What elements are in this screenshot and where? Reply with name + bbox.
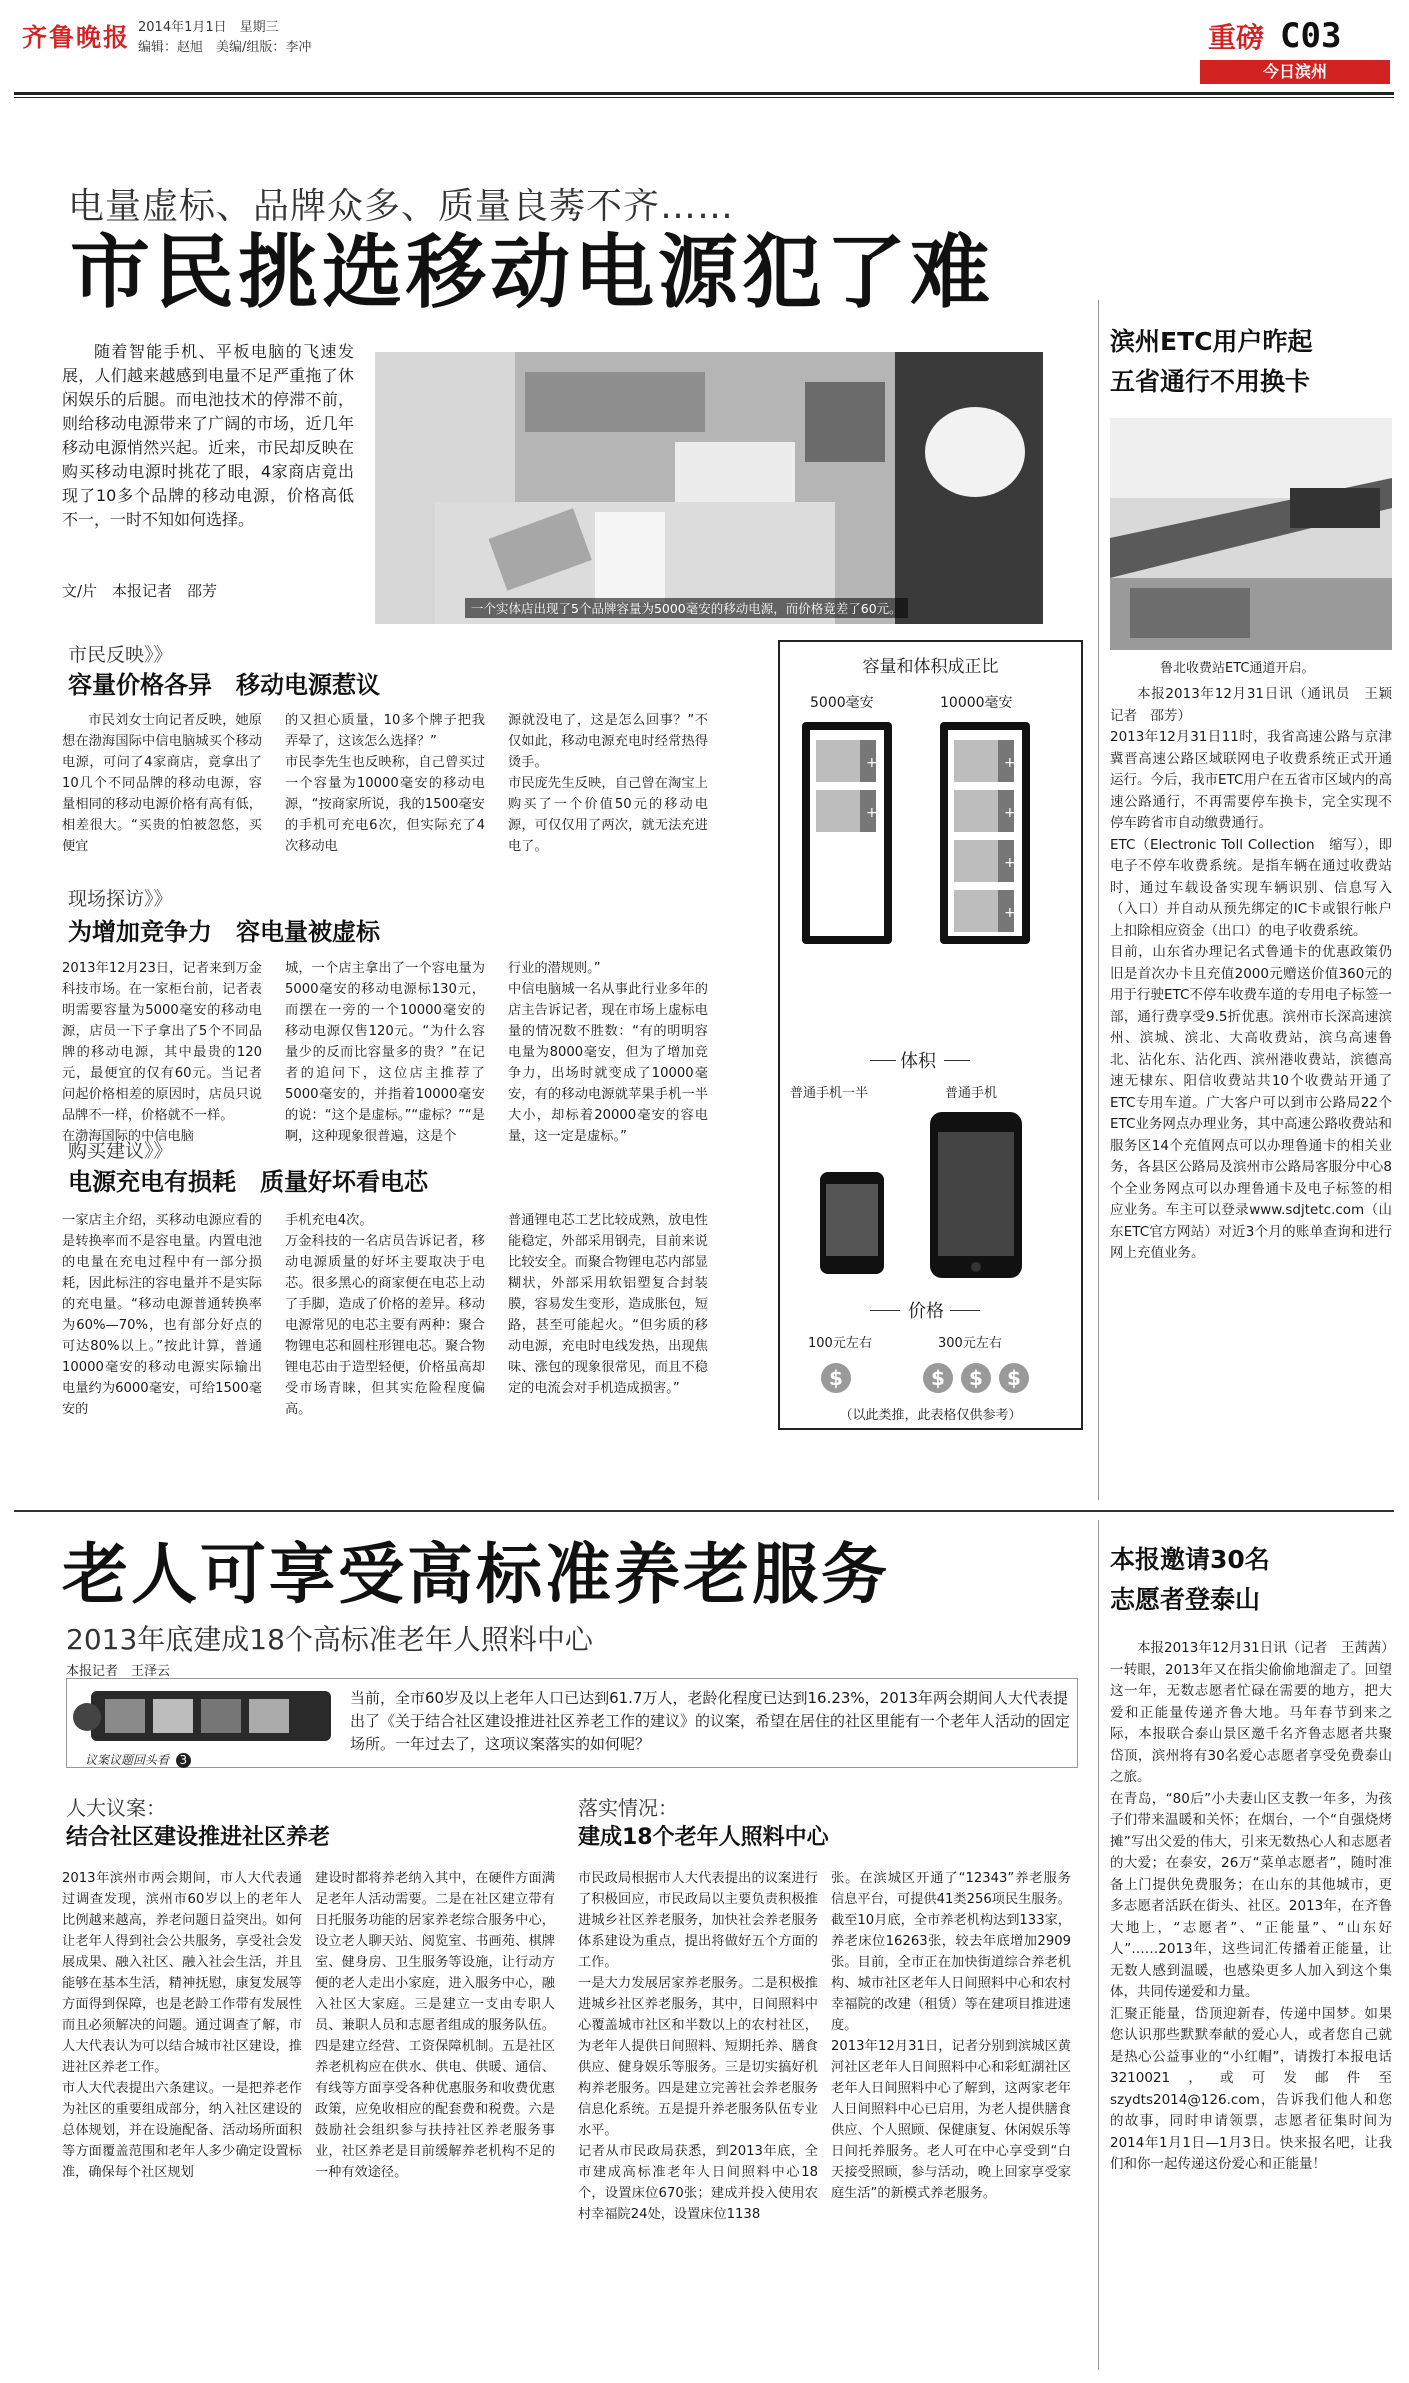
elder-left-label: 人大议案： bbox=[66, 1796, 166, 1820]
volunteer-headline-1: 本报邀请30名 bbox=[1110, 1545, 1270, 1574]
sec1-col1: 市民刘女士向记者反映，她原想在渤海国际中信电脑城买个移动电源，可问了4家商店，竟拿出了10几个不同品牌的移动电源，容量相同的移动电源价格有高有低，相差很大。“买贵的怕被忽悠，买便宜 bbox=[62, 713, 262, 854]
battery-cell bbox=[816, 790, 878, 832]
volunteer-byline: 本报2013年12月31日讯（记者 王茜茜） bbox=[1137, 1640, 1395, 1656]
elder-right-col1: 市民政局根据市人大代表提出的议案进行了积极回应，市民政局以主要负责积极推进城乡社区养老服务，加快社会养老服务体系建设为重点，提出将做好五个方面的工作。 一是大力发展居家养老服务。二是积极推进城乡社区养老服务，其中，日间照料中心覆盖城市社区和半数以上的农村社区，为老年人提供日间照料、短期托养、膳食供应、健身娱乐等服务。三是切实搞好机构养老服务。四是建立完善社会养老服务信息化系统。五是提升养老服务队伍专业水平。 记者从市民政局获悉，到2013年底，全市建成高标准老年人日间照料中心18个，设置床位670张；建成并投入使用农村幸福院24处，设置床位1138 bbox=[578, 1871, 818, 2222]
battery-cell bbox=[954, 840, 1016, 882]
sec2-label: 现场探访》》 bbox=[68, 888, 173, 910]
divider bbox=[950, 1310, 980, 1311]
sec2-col2: 城，一个店主拿出了一个容电量为5000毫安的移动电源标130元，而摆在一旁的一个10000毫安的移动电源仅售120元。“为什么容量少的反而比容量多的贵？”在记者的追问下，这位店主推荐了5000毫安的，并指着10000毫安的说：“这个是虚标。”“虚标？”“是啊，这种现象很普遍，这是个 bbox=[285, 961, 485, 1144]
sec3-col1: 一家店主介绍，买移动电源应看的是转换率而不是容电量。内置电池的电量在充电过程中有一部分损耗，因此标注的容电量并不是实际的充电量。“移动电源普通转换率为60%—70%，也有部分好点的可达80%以上。”按此计算，普通10000毫安的移动电源实际输出电量约为6000毫安，可给1500毫安的 bbox=[62, 1213, 262, 1417]
svg-text:+: + bbox=[866, 755, 878, 771]
lead-byline: 文/片 本报记者 邵芳 bbox=[62, 582, 218, 600]
elder-right-label: 落实情况： bbox=[578, 1796, 678, 1820]
capacity-label-10000: 10000毫安 bbox=[940, 695, 1013, 711]
sec2-col1: 2013年12月23日，记者来到万金科技市场。在一家柜台前，记者表明需要容量为5000毫安的移动电源，店员一下子拿出了5个不同品牌的移动电源，其中最贵的120元，最便宜的仅有60元。当记者问起价格相差的原因时，店员只说品牌不一样，价格就不一样。 在渤海国际的中信电脑 bbox=[62, 961, 262, 1144]
half-phone-label: 普通手机一半 bbox=[790, 1086, 869, 1101]
svg-text:+: + bbox=[866, 805, 878, 821]
editors: 编辑：赵旭 美编/组版：李冲 bbox=[138, 40, 312, 55]
elder-subhead: 2013年底建成18个高标准老年人照料中心 bbox=[66, 1623, 593, 1656]
lead-photo-caption: 一个实体店出现了5个品牌容量为5000毫安的移动电源，而价格竟差了60元。 bbox=[465, 598, 908, 618]
price-100-label: 100元左右 bbox=[808, 1336, 872, 1351]
series-tag-text: 议案议题回头看 bbox=[85, 1753, 170, 1767]
divider bbox=[944, 1060, 970, 1061]
etc-headline-1: 滨州ETC用户昨起 bbox=[1110, 327, 1313, 356]
volunteer-body bbox=[1110, 1638, 1395, 2176]
sec1-label: 市民反映》》 bbox=[68, 644, 173, 666]
toll-station-scene bbox=[1110, 418, 1392, 650]
sec3-col3: 普通锂电芯工艺比较成熟，放电性能稳定，外部采用钢壳，目前来说比较安全。而聚合物锂电芯内部显糊状，外部采用软铝塑复合封装膜，容易发生变形，造成胀包，短路，甚至可能起火。“但劣质的移动电源，充电时电线发热，出现焦味、涨包的现象很常见，而且不稳定的电流会对手机造成损害。” bbox=[508, 1213, 708, 1396]
sec3-title: 电源充电有损耗 质量好坏看电芯 bbox=[68, 1168, 428, 1196]
etc-text: 2013年12月31日11时，我省高速公路与京津冀晋高速公路区域联网电子收费系统正式开通运行。今后，我市ETC用户在五省市区域内的高速公路通行，不再需要停车换卡，完全实现不停车跨省市自动缴费通行。 ETC（Electronic Toll Collection 缩写），即电子不停车收费系统。是指车辆在通过收费站时，通过车载设备实现车辆识别、信息写入（入口）并自动从预先绑定的IC卡或银行帐户上扣除相应资金（出口）的电子收费系统。 目前，山东省办理记名式鲁通卡的优惠政策仍旧是首次办卡且充值2000元赠送价值360元的用于行驶ETC不停车收费车道的专用电子标签一部，通行费享受9.5折优惠。滨州市长深高速滨州、滨城、滨北、大高收费站，滨乌高速鲁北、沾化东、沾化西、滨州港收费站，滨德高速无棣东、阳信收费站共10个收费站开通了ETC专用车道。广大客户可以到市公路局22个ETC业务网点办理业务，其中高速公路收费站和服务区14个充值网点可以办理鲁通卡的相关业务，各县区公路局及滨州市公路局客服分中心8个全业务网点可以办理鲁通卡及电子标签的相应业务。车主可以登录www.sdjtetc.com（山东ETC官方网站）对近3个月的账单查询和进行网上充值业务。 bbox=[1110, 729, 1392, 1261]
svg-text:$: $ bbox=[829, 1366, 843, 1390]
infographic-title: 容量和体积成正比 bbox=[862, 657, 999, 677]
page-tab bbox=[1208, 16, 1341, 56]
photo-scene bbox=[375, 352, 1043, 624]
svg-text:$: $ bbox=[931, 1366, 945, 1390]
sec3-col2: 手机充电4次。 万金科技的一名店员告诉记者，移动电源质量的好坏主要取决于电芯。很多黑心的商家便在电芯上动了手脚，造成了价格的差异。移动电源常见的电芯主要有两种：聚合物锂电芯和圆柱形锂电芯。聚合物锂电芯由于造型轻便，价格虽高却受市场青睐，但其实危险程度偏高。 bbox=[285, 1213, 485, 1417]
sec3-label: 购买建议》》 bbox=[68, 1140, 173, 1162]
lead-photo bbox=[375, 352, 1043, 624]
smartphone-icon bbox=[930, 1112, 1022, 1278]
capacity-label-5000: 5000毫安 bbox=[810, 695, 874, 711]
money-bag-icon bbox=[923, 1363, 953, 1393]
elder-left-col1: 2013年滨州市两会期间，市人大代表通过调查发现，滨州市60岁以上的老年人比例越来越高，养老问题日益突出。如何让老年人得到社会公共服务，享受社会发展成果、融入社区、融入社会生活，并且能够在基本生活，精神抚慰，康复发展等方面得到保障，也是老龄工作带有发展性而且必须解决的问题。通过调查了解，市人大代表认为可以结合城市社区建设，推进社区养老工作。 市人大代表提出六条建议。一是把养老作为社区的重要组成部分，纳入社区建设的总体规划，并在设施配备、活动场所面积等方面覆盖范围和老年人多少确定设置标准，确保每个社区规划 bbox=[62, 1871, 302, 2180]
battery-cell bbox=[954, 790, 1016, 832]
svg-text:+: + bbox=[1004, 855, 1016, 871]
half-phone-icon bbox=[820, 1172, 884, 1274]
elder-left-col2: 建设时都将养老纳入其中，在硬件方面满足老年人活动需要。二是在社区建立带有日托服务功能的居家养老综合服务中心，设立老人聊天站、阅览室、书画苑、棋牌室、健身房、卫生服务等设施，让行动方便的老人走出小家庭，进入服务中心，融入社区大家庭。三是建立一支由专职人员、兼职人员和志愿者组成的服务队伍。四是建立经营、工资保障机制。五是社区养老机构应在供水、供电、供暖、通信、有线等方面享受各种优惠服务和收费优惠政策，应免收相应的配套费和税费。六是鼓励社会组织参与扶持社区养老服务事业，社区养老是目前缓解养老机构不足的一种有效途径。 bbox=[315, 1871, 555, 2180]
lead-intro: 随着智能手机、平板电脑的飞速发展，人们越来越感到电量不足严重拖了休闲娱乐的后腿。而电池技术的停滞不前，则给移动电源带来了广阔的市场，近几年移动电源悄然兴起。近来，市民却反映在购买移动电源时挑花了眼，4家商店竟出现了10多个品牌的移动电源，价格高低不一，一时不知如何选择。 bbox=[62, 342, 354, 529]
battery-graphic bbox=[780, 712, 1081, 952]
elder-right-col2: 张。在滨城区开通了“12343”养老服务信息平台，可提供41类256项民生服务。截至10月底，全市养老机构达到133家，养老床位16263张，较去年底增加2909张。目前，全市正在加快街道综合养老机构、城市社区老年人日间照料中心和农村幸福院的改建（租赁）等在建项目推进速度。 2013年12月31日，记者分别到滨城区黄河社区老年人日间照料中心和彩虹湖社区老年人日间照料中心了解到，这两家老年人日间照料中心已启用，为老人提供膳食供应、个人照顾、保健康复、休闲娱乐等日间托养服务。老人可在中心享受到“白天接受照顾，参与活动，晚上回家享受家庭生活”的新模式养老服务。 bbox=[831, 1871, 1071, 2201]
header-rule bbox=[14, 92, 1394, 95]
series-number: 3 bbox=[176, 1753, 191, 1768]
sec1-col3: 源就没电了，这是怎么回事？”不仅如此，移动电源充电时经常热得烫手。 市民庞先生反映，自己曾在淘宝上购买了一个价值50元的移动电源，可仅仅用了两次，就无法充进电了。 bbox=[508, 713, 708, 854]
masthead: 齐鲁晚报 bbox=[22, 23, 131, 52]
page-tag: 今日滨州 bbox=[1200, 60, 1390, 84]
sec2-title: 为增加竞争力 容电量被虚标 bbox=[68, 918, 380, 946]
banner-text: 当前，全市60岁及以上老年人口已达到61.7万人，老龄化程度已达到16.23%，2013年两会期间人大代表提出了《关于结合社区建设推进社区养老工作的建议》的议案，希望在居住的社区里能有一个老年人活动的固定场所。一年过去了，这项议案落实的如何呢？ bbox=[350, 1689, 1071, 1753]
sec2-col3: 行业的潜规则。” 中信电脑城一名从事此行业多年的店主告诉记者，现在市场上虚标电量的情况数不胜数：“有的明明容电量为8000毫安，但为了增加竞争力，出场时就变成了10000毫安，有的移动电源就苹果手机一半大小，却标着20000毫安的容电量，这一定是虚标。” bbox=[508, 961, 708, 1144]
money-bag-icon bbox=[961, 1363, 991, 1393]
elder-headline: 老人可享受高标准养老服务 bbox=[62, 1536, 890, 1613]
price-label: 价格 bbox=[908, 1301, 944, 1322]
elder-byline: 本报记者 王泽云 bbox=[66, 1664, 171, 1679]
infographic-note: （以此类推，此表格仅供参考） bbox=[839, 1408, 1022, 1423]
svg-text:+: + bbox=[1004, 805, 1016, 821]
sec1-col2: 的又担心质量，10多个牌子把我弄晕了，这该怎么选择？” 市民李先生也反映称，自己曾买过一个容量为10000毫安的移动电源，“按商家所说，我的1500毫安的手机可充电6次，但实际充了4次移动电 bbox=[285, 713, 485, 854]
phone-graphic bbox=[780, 1104, 1081, 1284]
divider bbox=[870, 1310, 900, 1311]
elder-banner bbox=[66, 1678, 1078, 1768]
elder-left-title: 结合社区建设推进社区养老 bbox=[66, 1825, 331, 1850]
lead-kicker: 电量虚标、品牌众多、质量良莠不齐…… bbox=[68, 186, 735, 227]
etc-body bbox=[1110, 684, 1406, 1265]
battery-cell bbox=[816, 740, 878, 782]
film-strip-graphic bbox=[71, 1683, 341, 1753]
section-rule bbox=[14, 1510, 1394, 1512]
etc-byline: 本报2013年12月31日讯（通讯员 王颖 记者 邵芳） bbox=[1110, 686, 1406, 724]
issue-date: 2014年1月1日 星期三 bbox=[138, 20, 279, 35]
elder-right-title: 建成18个老年人照料中心 bbox=[578, 1825, 829, 1850]
svg-text:+: + bbox=[1004, 905, 1016, 921]
volunteer-headline-2: 志愿者登泰山 bbox=[1110, 1585, 1261, 1614]
lead-headline: 市民挑选移动电源犯了难 bbox=[70, 226, 994, 319]
infographic-box bbox=[778, 640, 1083, 1430]
column-rule bbox=[1098, 1520, 1099, 2370]
etc-headline-2: 五省通行不用换卡 bbox=[1110, 367, 1311, 396]
svg-text:$: $ bbox=[969, 1366, 983, 1390]
series-tag bbox=[85, 1751, 191, 1768]
section-name: 重磅 bbox=[1208, 21, 1265, 54]
sec1-title: 容量价格各异 移动电源惹议 bbox=[68, 671, 380, 699]
etc-photo bbox=[1110, 418, 1392, 650]
money-bag-icon bbox=[999, 1363, 1029, 1393]
money-graphic bbox=[780, 1354, 1081, 1402]
svg-text:+: + bbox=[1004, 755, 1016, 771]
etc-photo-caption: 鲁北收费站ETC通道开启。 bbox=[1160, 661, 1315, 676]
money-bag-icon bbox=[821, 1363, 851, 1393]
phone-label: 普通手机 bbox=[945, 1086, 998, 1101]
price-300-label: 300元左右 bbox=[938, 1336, 1002, 1351]
battery-cell bbox=[954, 890, 1016, 932]
battery-cell bbox=[954, 740, 1016, 782]
header-rule-thin bbox=[14, 97, 1394, 98]
svg-text:$: $ bbox=[1007, 1366, 1021, 1390]
volume-label: 体积 bbox=[900, 1051, 936, 1072]
divider bbox=[870, 1060, 896, 1061]
volunteer-text: 一转眼，2013年又在指尖偷偷地溜走了。回望这一年，无数志愿者忙碌在需要的地方，把大爱和正能量传递齐鲁大地。马年春节到来之际，本报联合泰山景区邀千名齐鲁志愿者共聚岱顶，滨州将有30名爱心志愿者享受免费泰山之旅。 在青岛，“80后”小夫妻山区支教一年多，为孩子们带来温暖和关怀；在烟台，一个“自强烧烤摊”写出父爱的伟大，引来无数热心人和志愿者的大爱；在泰安，26万“菜单志愿者”，随时准备上门提供免费服务；在山东的其他城市，更多志愿者活跃在街头、社区。2013年，在齐鲁大地上，“志愿者”、“正能量”、“山东好人”……2013年，这些词汇传播着正能量，让无数人感到温暖，也感染更多人加入到这个集体，共同传递爱和力量。 汇聚正能量，岱顶迎新春，传递中国梦。如果您认识那些默默奉献的爱心人，或者您自己就是热心公益事业的“小红帽”，请拨打本报电话3210021，或可发邮件至szydts2014@126.com，告诉我们他人和您的故事，同时申请领票，志愿者征集时间为2014年1月1日—1月3日。快来报名吧，让我们和你一起传递这份爱心和正能量！ bbox=[1110, 1661, 1392, 2172]
page-number: C03 bbox=[1280, 16, 1342, 56]
column-rule bbox=[1098, 300, 1099, 1500]
